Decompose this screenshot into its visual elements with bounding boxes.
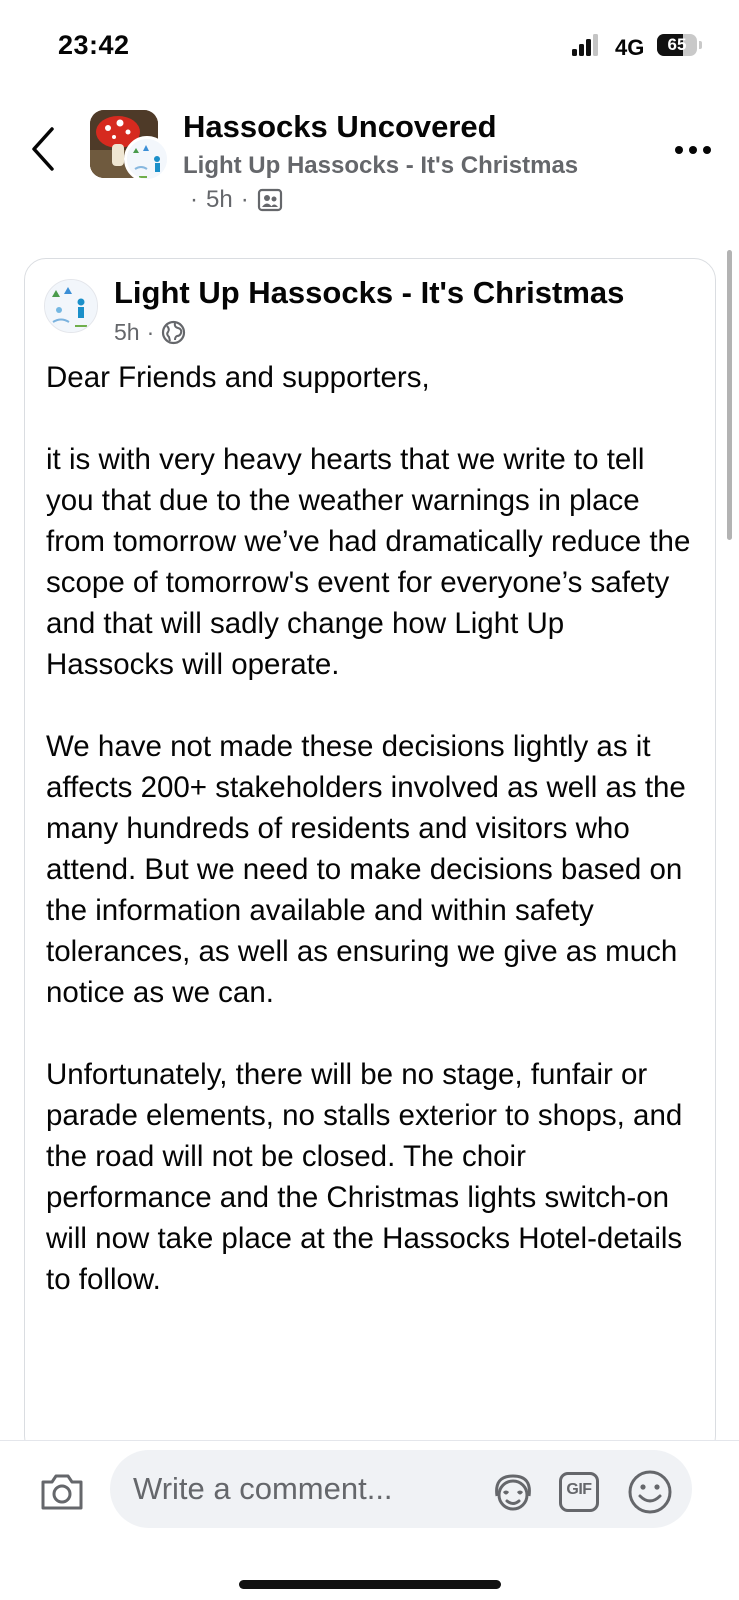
battery-icon bbox=[657, 34, 697, 56]
camera-icon bbox=[38, 1468, 86, 1516]
more-dot bbox=[703, 146, 711, 154]
header-time-ago[interactable]: 5h bbox=[206, 186, 233, 213]
page-name[interactable]: Light Up Hassocks - It's Christmas bbox=[114, 275, 625, 310]
post-header bbox=[0, 90, 739, 230]
more-dot bbox=[675, 146, 683, 154]
page-avatar[interactable] bbox=[44, 279, 98, 333]
globe-icon bbox=[161, 320, 186, 345]
group-avatar[interactable] bbox=[90, 110, 172, 180]
emoji-button[interactable] bbox=[626, 1468, 674, 1516]
scrollbar[interactable] bbox=[727, 250, 732, 540]
post-paragraph: Unfortunately, there will be no stage, funfair or parade elements, no stalls exterior to shops, and the road will not be closed. The choir performance and the Christmas lights switch-on will now take place at the Hassocks Hotel-details to follow. bbox=[46, 1058, 683, 1296]
comment-bar bbox=[0, 1440, 739, 1600]
post-text bbox=[46, 357, 696, 1341]
gif-label: GIF bbox=[566, 1481, 592, 1498]
battery-tip bbox=[699, 41, 702, 49]
meta-dot: · bbox=[240, 186, 249, 213]
group-name[interactable]: Hassocks Uncovered bbox=[183, 109, 497, 144]
home-indicator[interactable] bbox=[239, 1580, 501, 1589]
emoji-icon bbox=[626, 1468, 674, 1516]
avatar-sticker-button[interactable] bbox=[490, 1470, 536, 1514]
meta-dot: · bbox=[190, 186, 198, 213]
network-type: 4G bbox=[615, 35, 645, 60]
post-paragraph: We have not made these decisions lightly as it affects 200+ stakeholders involved as well as the many hundreds of residents and visitors who attend. But we need to make decisions based on the information available and within safety tolerances, as well as ensuring we give as much notice as we can. bbox=[46, 730, 686, 1009]
signal-bar bbox=[593, 34, 598, 56]
header-meta bbox=[190, 186, 283, 214]
avatar-sticker-icon bbox=[490, 1470, 536, 1514]
gif-button[interactable] bbox=[557, 1469, 603, 1515]
signal-icon bbox=[572, 34, 598, 56]
more-dot bbox=[689, 146, 697, 154]
shared-post-card[interactable] bbox=[24, 258, 716, 1458]
meta-dot: · bbox=[146, 319, 155, 345]
post-paragraph: Dear Friends and supporters, bbox=[46, 361, 430, 394]
comment-input[interactable] bbox=[133, 1464, 463, 1514]
signal-bar bbox=[586, 39, 591, 56]
back-button[interactable] bbox=[26, 124, 66, 174]
chevron-left-icon bbox=[26, 124, 66, 174]
post-time-ago[interactable]: 5h bbox=[114, 319, 140, 345]
status-time: 23:42 bbox=[58, 30, 130, 60]
post-meta bbox=[114, 319, 186, 346]
signal-bar bbox=[572, 49, 577, 56]
page-avatar-small bbox=[124, 136, 170, 182]
battery-level: 65 bbox=[667, 35, 687, 54]
post-paragraph: it is with very heavy hearts that we write to tell you that due to the weather warnings in place from tomorrow we’ve had dramatically reduce the scope of tomorrow's event for everyone’s safety and that will sadly change how Light Up Hassocks will operate. bbox=[46, 443, 691, 681]
shared-page-name[interactable]: Light Up Hassocks - It's Christmas bbox=[183, 152, 579, 179]
signal-bar bbox=[579, 44, 584, 56]
camera-button[interactable] bbox=[38, 1468, 86, 1516]
more-options-button[interactable] bbox=[675, 142, 715, 158]
status-bar bbox=[0, 0, 739, 80]
group-members-icon bbox=[257, 187, 283, 213]
